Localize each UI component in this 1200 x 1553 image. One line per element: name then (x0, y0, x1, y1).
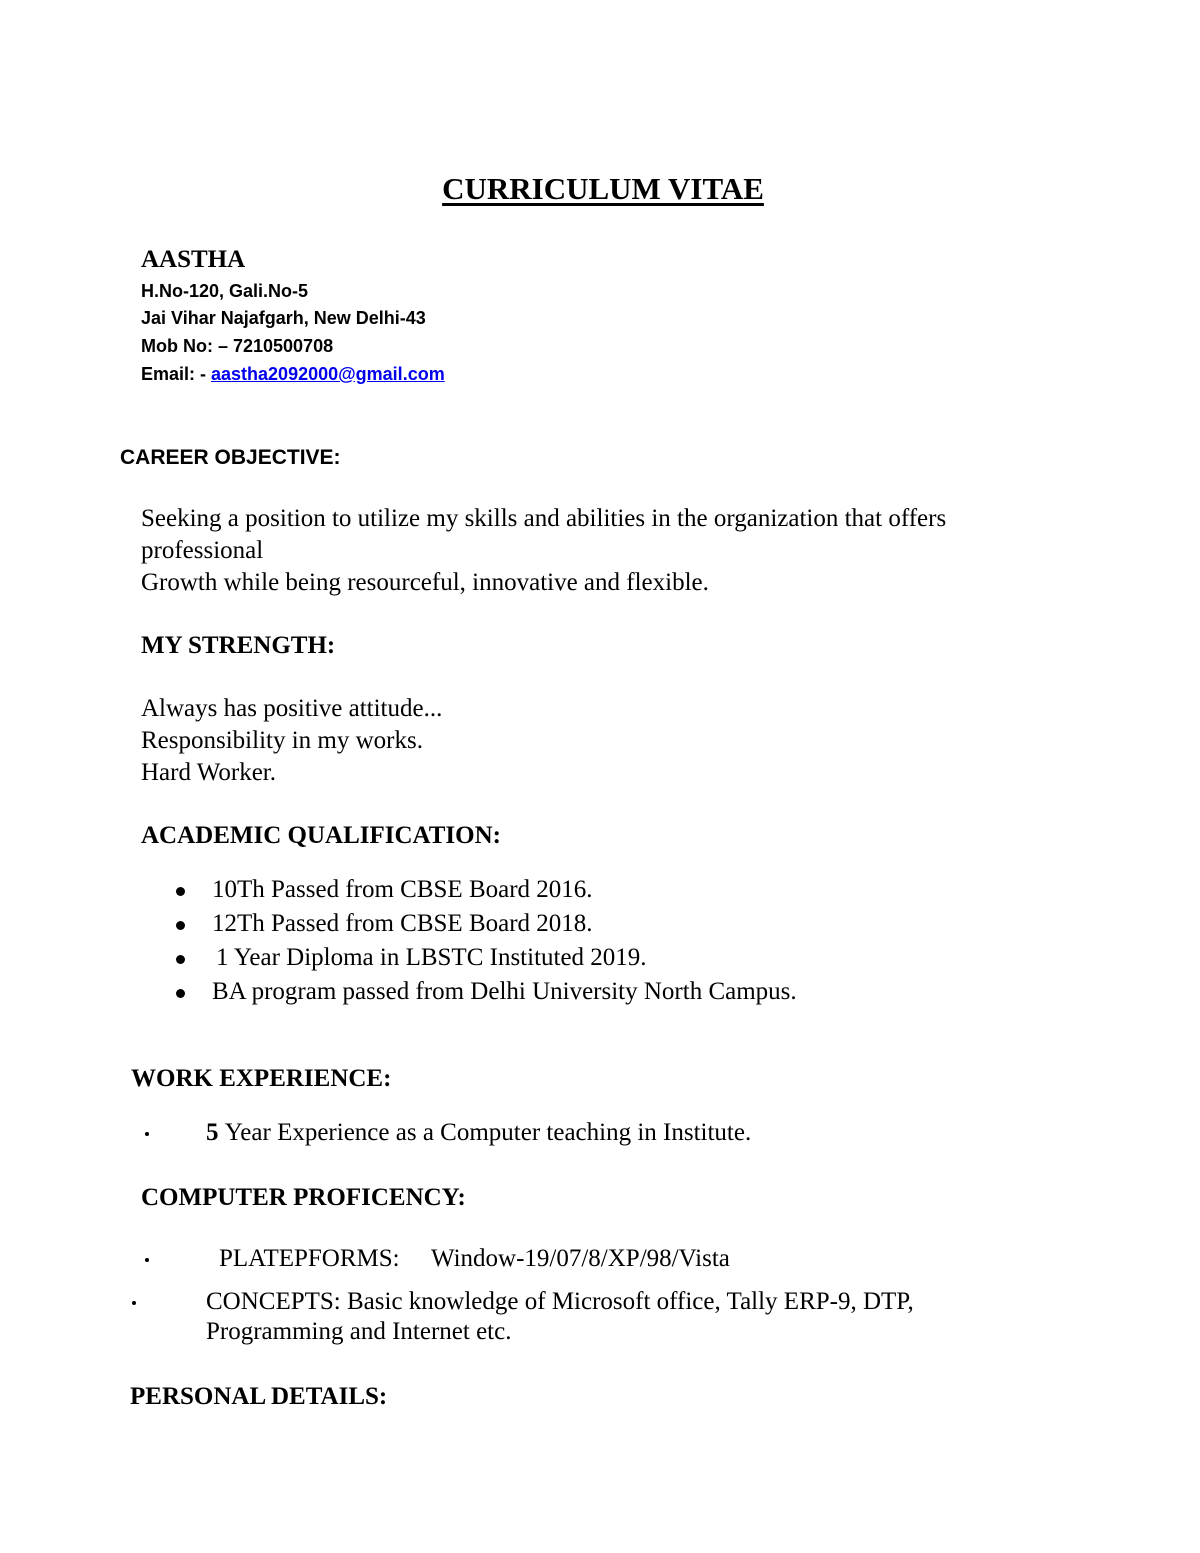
work-years: 5 (206, 1119, 219, 1146)
bullet-icon (132, 1301, 136, 1305)
bullet-icon (176, 955, 185, 964)
bullet-icon (176, 989, 185, 998)
academic-item: 1 Year Diploma in LBSTC Instituted 2019. (216, 944, 647, 971)
address-line-1: H.No-120, Gali.No-5 (141, 281, 309, 301)
bullet-icon (176, 921, 185, 930)
strength-line: Responsibility in my works. (141, 727, 423, 754)
bullet-icon (145, 1132, 149, 1136)
strength-line: Hard Worker. (141, 759, 276, 786)
mobile-number: Mob No: – 7210500708 (141, 336, 334, 356)
academic-item: 12Th Passed from CBSE Board 2018. (212, 910, 593, 937)
email-label: Email: - (141, 364, 212, 384)
career-objective-line: Growth while being resourceful, innovative and flexible. (141, 569, 709, 596)
bullet-icon (145, 1258, 149, 1262)
strength-heading: MY STRENGTH: (141, 632, 336, 659)
platforms-value: Window-19/07/8/XP/98/Vista (431, 1245, 730, 1272)
academic-heading: ACADEMIC QUALIFICATION: (141, 822, 501, 849)
platforms-label: PLATEPFORMS: (219, 1245, 400, 1272)
work-item (206, 1119, 751, 1147)
concepts-line: CONCEPTS: Basic knowledge of Microsoft office, Tally ERP-9, DTP, (206, 1288, 914, 1315)
career-objective-heading: CAREER OBJECTIVE: (120, 446, 341, 469)
concepts-line: Programming and Internet etc. (206, 1318, 512, 1345)
career-objective-line: professional (141, 537, 264, 564)
academic-item: 10Th Passed from CBSE Board 2016. (212, 876, 593, 903)
career-objective-line: Seeking a position to utilize my skills and abilities in the organization that offers (141, 505, 947, 532)
email-line (141, 364, 445, 385)
personal-heading: PERSONAL DETAILS: (130, 1383, 388, 1410)
strength-line: Always has positive attitude... (141, 695, 443, 722)
candidate-name: AASTHA (141, 246, 246, 273)
email-link[interactable]: aastha2092000@gmail.com (211, 364, 445, 384)
computer-heading: COMPUTER PROFICENCY: (141, 1184, 466, 1211)
bullet-icon (176, 887, 185, 896)
work-heading: WORK EXPERIENCE: (131, 1065, 392, 1092)
address-line-2: Jai Vihar Najafgarh, New Delhi-43 (141, 308, 426, 328)
work-text: Year Experience as a Computer teaching in Institute. (224, 1119, 752, 1146)
academic-item: BA program passed from Delhi University North Campus. (212, 978, 797, 1005)
page-title: CURRICULUM VITAE (442, 171, 764, 206)
